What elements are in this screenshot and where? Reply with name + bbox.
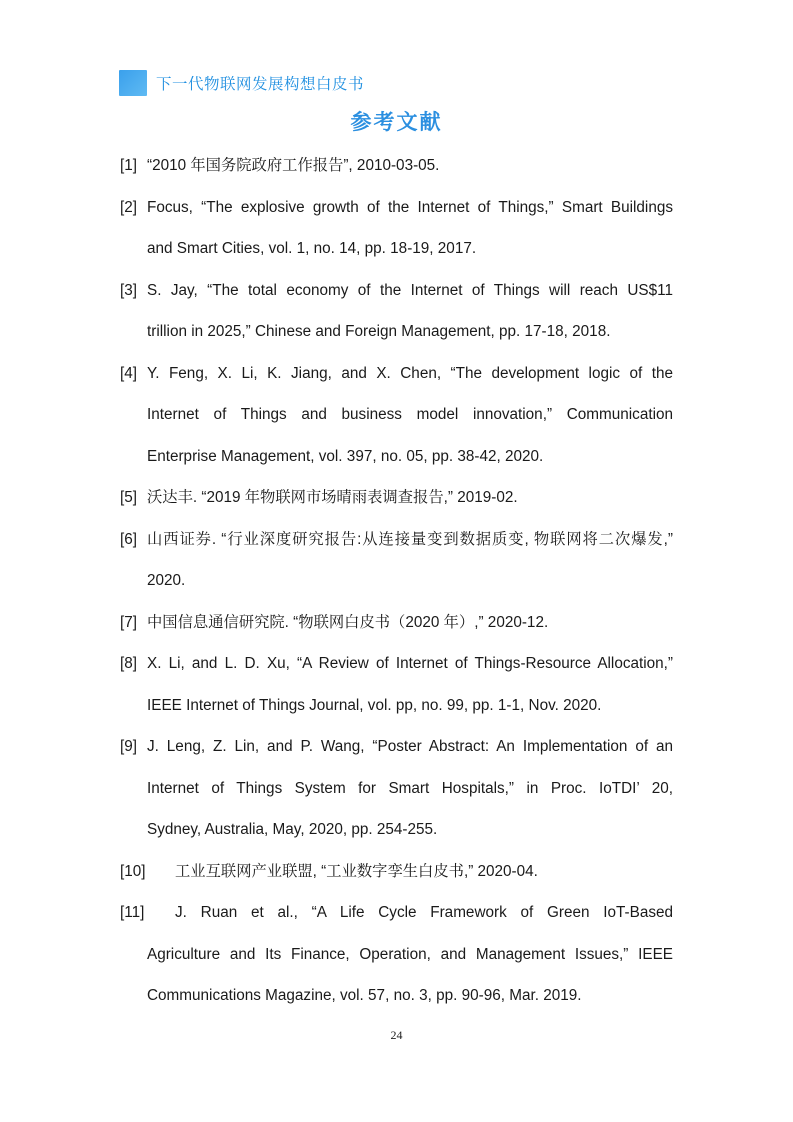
reference-line: Sydney, Australia, May, 2020, pp. 254-255. (147, 821, 438, 838)
header-logo-block (119, 70, 147, 96)
reference-number: [1] (120, 157, 138, 174)
reference-line: 山西证券. “行业深度研究报告:从连接量变到数据质变, 物联网将二次爆发,” (147, 530, 673, 548)
reference-line: Communications Magazine, vol. 57, no. 3, pp. 90-96, Mar. 2019. (147, 987, 582, 1004)
reference-item (120, 187, 673, 270)
page-title: 参考文献 (350, 110, 443, 134)
reference-item (120, 892, 673, 1017)
reference-line: X. Li, and L. D. Xu, “A Review of Internet of Things-Resource Allocation,” (147, 655, 673, 672)
reference-line: S. Jay, “The total economy of the Internet of Things will reach US$11 (147, 281, 673, 299)
reference-line: J. Leng, Z. Lin, and P. Wang, “Poster Abstract: An Implementation of an (147, 738, 673, 755)
reference-item (120, 270, 673, 353)
reference-line: 工业互联网产业联盟, “工业数字孪生白皮书,” 2020-04. (175, 862, 538, 880)
reference-number: [11] (120, 904, 145, 921)
reference-line: Focus, “The explosive growth of the Internet of Things,” Smart Buildings (147, 198, 673, 216)
reference-line: Agriculture and Its Finance, Operation, and Management Issues,” IEEE (147, 945, 673, 963)
reference-line: 中国信息通信研究院. “物联网白皮书（2020 年）,” 2020-12. (147, 613, 549, 631)
reference-line: Enterprise Management, vol. 397, no. 05, pp. 38-42, 2020. (147, 447, 544, 465)
reference-number: [8] (120, 655, 138, 672)
reference-item (120, 851, 673, 893)
reference-number: [5] (120, 489, 138, 506)
reference-number: [2] (120, 198, 138, 216)
reference-item (120, 477, 673, 519)
reference-line: 2020. (147, 572, 186, 589)
reference-number: [7] (120, 613, 138, 631)
reference-line: 沃达丰. “2019 年物联网市场晴雨表调查报告,” 2019-02. (147, 489, 518, 506)
reference-line: Y. Feng, X. Li, K. Jiang, and X. Chen, “The development logic of the (147, 364, 673, 382)
reference-item (120, 519, 673, 602)
reference-item (120, 602, 673, 644)
reference-item (120, 353, 673, 478)
page-number: 24 (390, 1028, 403, 1042)
reference-line: Internet of Things and business model innovation,” Communication (147, 406, 673, 423)
reference-line: trillion in 2025,” Chinese and Foreign Management, pp. 17-18, 2018. (147, 323, 611, 340)
reference-number: [3] (120, 281, 138, 299)
reference-number: [6] (120, 530, 138, 548)
reference-line: Internet of Things System for Smart Hospitals,” in Proc. IoTDI’ 20, (147, 779, 673, 797)
reference-number: [10] (120, 862, 146, 880)
reference-number: [9] (120, 738, 138, 755)
reference-list (120, 145, 673, 1017)
reference-line: J. Ruan et al., “A Life Cycle Framework of Green IoT-Based (175, 904, 673, 921)
reference-item (120, 643, 673, 726)
reference-line: “2010 年国务院政府工作报告”, 2010-03-05. (147, 157, 440, 174)
reference-line: IEEE Internet of Things Journal, vol. pp, no. 99, pp. 1-1, Nov. 2020. (147, 696, 602, 714)
reference-item (120, 145, 673, 187)
page-header (119, 70, 364, 96)
header-title: 下一代物联网发展构想白皮书 (156, 75, 365, 93)
reference-number: [4] (120, 364, 138, 382)
reference-item (120, 726, 673, 851)
reference-line: and Smart Cities, vol. 1, no. 14, pp. 18-19, 2017. (147, 240, 477, 257)
